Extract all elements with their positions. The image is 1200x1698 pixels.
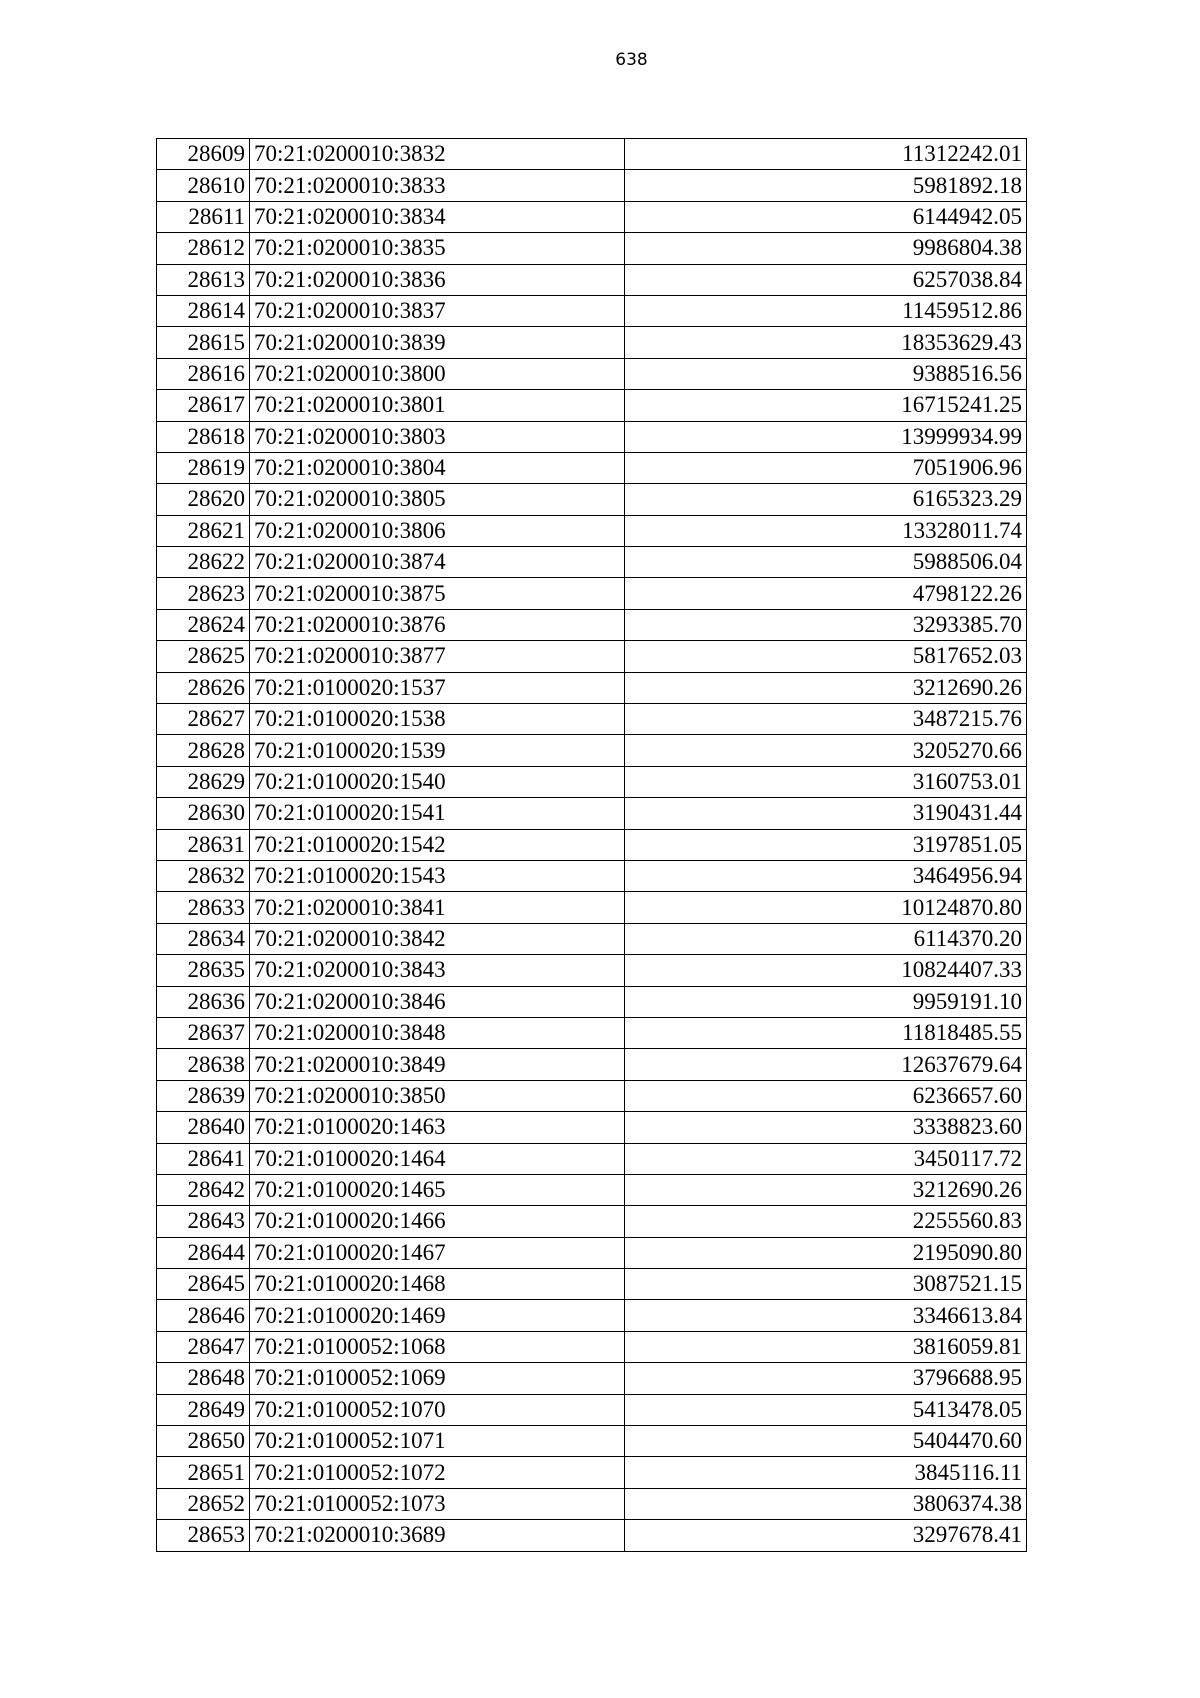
row-number-cell: 28616 <box>157 358 250 389</box>
row-number-cell: 28635 <box>157 955 250 986</box>
row-number-cell: 28619 <box>157 452 250 483</box>
row-number-cell: 28643 <box>157 1206 250 1237</box>
value-cell: 5413478.05 <box>625 1394 1027 1425</box>
row-number-cell: 28653 <box>157 1520 250 1551</box>
table-row <box>157 421 1027 452</box>
row-number-cell: 28633 <box>157 892 250 923</box>
value-cell: 5981892.18 <box>625 170 1027 201</box>
value-cell: 5988506.04 <box>625 547 1027 578</box>
row-number-cell: 28649 <box>157 1394 250 1425</box>
row-number-cell: 28632 <box>157 860 250 891</box>
row-number-cell: 28620 <box>157 484 250 515</box>
value-cell: 3845116.11 <box>625 1457 1027 1488</box>
table-row <box>157 860 1027 891</box>
value-cell: 11459512.86 <box>625 295 1027 326</box>
cadastral-number-cell: 70:21:0100020:1464 <box>250 1143 625 1174</box>
data-table <box>156 138 1027 1552</box>
cadastral-number-cell: 70:21:0100020:1537 <box>250 672 625 703</box>
row-number-cell: 28630 <box>157 798 250 829</box>
table-row <box>157 986 1027 1017</box>
row-number-cell: 28645 <box>157 1269 250 1300</box>
value-cell: 7051906.96 <box>625 452 1027 483</box>
cadastral-number-cell: 70:21:0200010:3842 <box>250 923 625 954</box>
row-number-cell: 28640 <box>157 1112 250 1143</box>
value-cell: 6165323.29 <box>625 484 1027 515</box>
row-number-cell: 28623 <box>157 578 250 609</box>
value-cell: 2255560.83 <box>625 1206 1027 1237</box>
value-cell: 10124870.80 <box>625 892 1027 923</box>
cadastral-number-cell: 70:21:0200010:3689 <box>250 1520 625 1551</box>
row-number-cell: 28618 <box>157 421 250 452</box>
value-cell: 3796688.95 <box>625 1363 1027 1394</box>
cadastral-number-cell: 70:21:0200010:3839 <box>250 327 625 358</box>
table-row <box>157 390 1027 421</box>
table-row <box>157 735 1027 766</box>
value-cell: 12637679.64 <box>625 1049 1027 1080</box>
cadastral-number-cell: 70:21:0200010:3801 <box>250 390 625 421</box>
table-row <box>157 1300 1027 1331</box>
table-row <box>157 1520 1027 1551</box>
table-row <box>157 798 1027 829</box>
value-cell: 5404470.60 <box>625 1426 1027 1457</box>
row-number-cell: 28648 <box>157 1363 250 1394</box>
value-cell: 5817652.03 <box>625 641 1027 672</box>
table-row <box>157 139 1027 170</box>
row-number-cell: 28609 <box>157 139 250 170</box>
table-row <box>157 1080 1027 1111</box>
row-number-cell: 28634 <box>157 923 250 954</box>
cadastral-number-cell: 70:21:0200010:3803 <box>250 421 625 452</box>
row-number-cell: 28625 <box>157 641 250 672</box>
value-cell: 6257038.84 <box>625 264 1027 295</box>
table-row <box>157 233 1027 264</box>
cadastral-number-cell: 70:21:0200010:3848 <box>250 1017 625 1048</box>
cadastral-number-cell: 70:21:0200010:3837 <box>250 295 625 326</box>
value-cell: 3205270.66 <box>625 735 1027 766</box>
row-number-cell: 28629 <box>157 766 250 797</box>
cadastral-number-cell: 70:21:0200010:3841 <box>250 892 625 923</box>
row-number-cell: 28644 <box>157 1237 250 1268</box>
table-row <box>157 1174 1027 1205</box>
value-cell: 3487215.76 <box>625 704 1027 735</box>
cadastral-number-cell: 70:21:0200010:3834 <box>250 201 625 232</box>
cadastral-number-cell: 70:21:0100020:1543 <box>250 860 625 891</box>
value-cell: 9986804.38 <box>625 233 1027 264</box>
cadastral-number-cell: 70:21:0200010:3849 <box>250 1049 625 1080</box>
value-cell: 6144942.05 <box>625 201 1027 232</box>
cadastral-number-cell: 70:21:0100020:1466 <box>250 1206 625 1237</box>
table-row <box>157 358 1027 389</box>
value-cell: 10824407.33 <box>625 955 1027 986</box>
value-cell: 13999934.99 <box>625 421 1027 452</box>
cadastral-number-cell: 70:21:0200010:3835 <box>250 233 625 264</box>
table-row <box>157 1488 1027 1519</box>
table-row <box>157 1206 1027 1237</box>
row-number-cell: 28622 <box>157 547 250 578</box>
table-row <box>157 1457 1027 1488</box>
value-cell: 16715241.25 <box>625 390 1027 421</box>
row-number-cell: 28637 <box>157 1017 250 1048</box>
table-row <box>157 1426 1027 1457</box>
cadastral-number-cell: 70:21:0200010:3850 <box>250 1080 625 1111</box>
table-row <box>157 515 1027 546</box>
row-number-cell: 28610 <box>157 170 250 201</box>
cadastral-number-cell: 70:21:0100052:1072 <box>250 1457 625 1488</box>
cadastral-number-cell: 70:21:0200010:3800 <box>250 358 625 389</box>
table-row <box>157 295 1027 326</box>
value-cell: 6114370.20 <box>625 923 1027 954</box>
cadastral-number-cell: 70:21:0100020:1469 <box>250 1300 625 1331</box>
table-row <box>157 201 1027 232</box>
cadastral-number-cell: 70:21:0100052:1068 <box>250 1331 625 1362</box>
row-number-cell: 28631 <box>157 829 250 860</box>
table-row <box>157 609 1027 640</box>
table-row <box>157 327 1027 358</box>
value-cell: 3197851.05 <box>625 829 1027 860</box>
cadastral-number-cell: 70:21:0100052:1069 <box>250 1363 625 1394</box>
page-number: 638 <box>615 50 648 70</box>
row-number-cell: 28652 <box>157 1488 250 1519</box>
row-number-cell: 28617 <box>157 390 250 421</box>
cadastral-number-cell: 70:21:0100020:1540 <box>250 766 625 797</box>
cadastral-number-cell: 70:21:0100020:1542 <box>250 829 625 860</box>
row-number-cell: 28647 <box>157 1331 250 1362</box>
value-cell: 3160753.01 <box>625 766 1027 797</box>
value-cell: 18353629.43 <box>625 327 1027 358</box>
row-number-cell: 28639 <box>157 1080 250 1111</box>
cadastral-number-cell: 70:21:0200010:3804 <box>250 452 625 483</box>
table-row <box>157 578 1027 609</box>
table-row <box>157 452 1027 483</box>
row-number-cell: 28641 <box>157 1143 250 1174</box>
table-row <box>157 1049 1027 1080</box>
row-number-cell: 28628 <box>157 735 250 766</box>
row-number-cell: 28611 <box>157 201 250 232</box>
cadastral-number-cell: 70:21:0200010:3832 <box>250 139 625 170</box>
value-cell: 3346613.84 <box>625 1300 1027 1331</box>
table-row <box>157 1143 1027 1174</box>
row-number-cell: 28650 <box>157 1426 250 1457</box>
value-cell: 11818485.55 <box>625 1017 1027 1048</box>
table-row <box>157 1112 1027 1143</box>
cadastral-number-cell: 70:21:0200010:3833 <box>250 170 625 201</box>
row-number-cell: 28624 <box>157 609 250 640</box>
row-number-cell: 28627 <box>157 704 250 735</box>
table-row <box>157 641 1027 672</box>
cadastral-number-cell: 70:21:0200010:3875 <box>250 578 625 609</box>
value-cell: 3338823.60 <box>625 1112 1027 1143</box>
cadastral-number-cell: 70:21:0100020:1538 <box>250 704 625 735</box>
table-row <box>157 704 1027 735</box>
row-number-cell: 28626 <box>157 672 250 703</box>
value-cell: 3087521.15 <box>625 1269 1027 1300</box>
cadastral-number-cell: 70:21:0100020:1468 <box>250 1269 625 1300</box>
row-number-cell: 28651 <box>157 1457 250 1488</box>
table-row <box>157 892 1027 923</box>
value-cell: 3297678.41 <box>625 1520 1027 1551</box>
row-number-cell: 28612 <box>157 233 250 264</box>
table-row <box>157 1237 1027 1268</box>
table-row <box>157 170 1027 201</box>
row-number-cell: 28613 <box>157 264 250 295</box>
cadastral-number-cell: 70:21:0200010:3806 <box>250 515 625 546</box>
value-cell: 4798122.26 <box>625 578 1027 609</box>
table-row <box>157 484 1027 515</box>
cadastral-number-cell: 70:21:0100020:1541 <box>250 798 625 829</box>
cadastral-number-cell: 70:21:0100052:1073 <box>250 1488 625 1519</box>
row-number-cell: 28615 <box>157 327 250 358</box>
value-cell: 3450117.72 <box>625 1143 1027 1174</box>
cadastral-number-cell: 70:21:0200010:3843 <box>250 955 625 986</box>
table-row <box>157 923 1027 954</box>
value-cell: 9388516.56 <box>625 358 1027 389</box>
cadastral-number-cell: 70:21:0200010:3876 <box>250 609 625 640</box>
table-row <box>157 547 1027 578</box>
table-row <box>157 829 1027 860</box>
value-cell: 13328011.74 <box>625 515 1027 546</box>
row-number-cell: 28642 <box>157 1174 250 1205</box>
cadastral-number-cell: 70:21:0100020:1467 <box>250 1237 625 1268</box>
value-cell: 3806374.38 <box>625 1488 1027 1519</box>
value-cell: 9959191.10 <box>625 986 1027 1017</box>
cadastral-number-cell: 70:21:0100020:1463 <box>250 1112 625 1143</box>
value-cell: 11312242.01 <box>625 139 1027 170</box>
cadastral-number-cell: 70:21:0200010:3836 <box>250 264 625 295</box>
row-number-cell: 28636 <box>157 986 250 1017</box>
value-cell: 3293385.70 <box>625 609 1027 640</box>
table-row <box>157 672 1027 703</box>
value-cell: 3464956.94 <box>625 860 1027 891</box>
table-row <box>157 1394 1027 1425</box>
value-cell: 6236657.60 <box>625 1080 1027 1111</box>
value-cell: 3816059.81 <box>625 1331 1027 1362</box>
value-cell: 3190431.44 <box>625 798 1027 829</box>
table-row <box>157 1269 1027 1300</box>
table-row <box>157 1331 1027 1362</box>
cadastral-number-cell: 70:21:0200010:3877 <box>250 641 625 672</box>
table-row <box>157 264 1027 295</box>
cadastral-number-cell: 70:21:0100052:1070 <box>250 1394 625 1425</box>
cadastral-number-cell: 70:21:0200010:3874 <box>250 547 625 578</box>
row-number-cell: 28614 <box>157 295 250 326</box>
table-row <box>157 766 1027 797</box>
table-body <box>157 139 1027 1552</box>
table-row <box>157 1017 1027 1048</box>
cadastral-number-cell: 70:21:0100020:1465 <box>250 1174 625 1205</box>
row-number-cell: 28638 <box>157 1049 250 1080</box>
cadastral-number-cell: 70:21:0200010:3846 <box>250 986 625 1017</box>
value-cell: 3212690.26 <box>625 672 1027 703</box>
table-row <box>157 955 1027 986</box>
table-row <box>157 1363 1027 1394</box>
row-number-cell: 28646 <box>157 1300 250 1331</box>
cadastral-number-cell: 70:21:0100020:1539 <box>250 735 625 766</box>
value-cell: 2195090.80 <box>625 1237 1027 1268</box>
cadastral-number-cell: 70:21:0100052:1071 <box>250 1426 625 1457</box>
row-number-cell: 28621 <box>157 515 250 546</box>
cadastral-number-cell: 70:21:0200010:3805 <box>250 484 625 515</box>
value-cell: 3212690.26 <box>625 1174 1027 1205</box>
